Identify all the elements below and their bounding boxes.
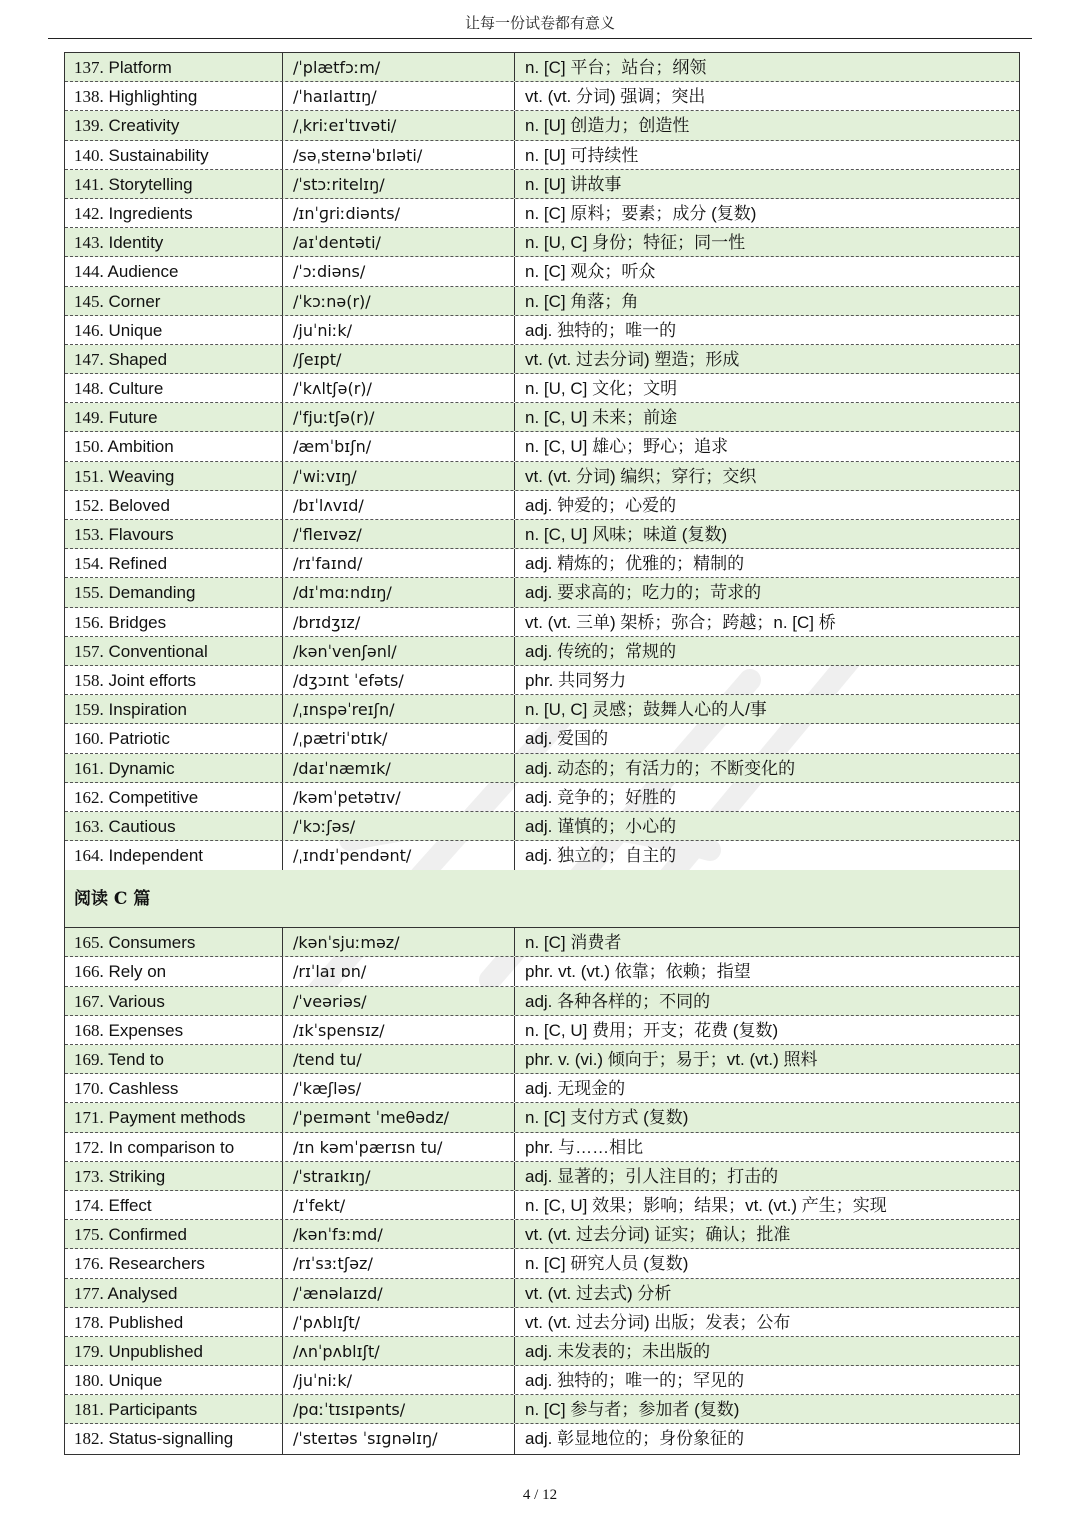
word-text: Sustainability: [108, 145, 209, 165]
definition-cell: vt. (vt. 过去式) 分析: [525, 1283, 672, 1303]
phonetic-cell: /ʃeɪpt/: [283, 345, 515, 373]
word-cell: [65, 928, 283, 956]
item-number: 147.: [74, 349, 104, 369]
table-row: [65, 1045, 1019, 1074]
phonetic-cell: /ˈkɔːʃəs/: [283, 812, 515, 840]
table-row: [65, 1366, 1019, 1395]
page-header: 让每一份试卷都有意义: [48, 0, 1032, 39]
word-text: Striking: [108, 1166, 166, 1186]
word-text: Researchers: [108, 1254, 205, 1274]
table-row: [65, 1162, 1019, 1191]
word-cell: [65, 1424, 283, 1453]
item-number: 137.: [74, 58, 104, 77]
definition-cell: adj. 谨慎的；小心的: [525, 816, 677, 836]
item-number: 144.: [74, 262, 104, 282]
item-number: 155.: [74, 583, 104, 603]
table-row: [65, 462, 1019, 491]
phonetic-cell: /ʌnˈpʌblɪʃt/: [283, 1337, 515, 1365]
word-text: Tend to: [108, 1050, 164, 1069]
phonetic-cell: /ɪˈfekt/: [283, 1191, 515, 1219]
definition-cell: adj. 独特的；唯一的: [525, 320, 677, 340]
phonetic-cell: /rɪˈlaɪ ɒn/: [283, 957, 515, 985]
word-text: Demanding: [108, 583, 196, 603]
phonetic-cell: /ˈstɔːritelɪŋ/: [283, 170, 515, 198]
word-cell: [65, 724, 283, 752]
word-cell: [65, 1395, 283, 1423]
item-number: 140.: [74, 145, 104, 165]
item-number: 181.: [74, 1400, 104, 1420]
phonetic-cell: /rɪˈfaɪnd/: [283, 549, 515, 577]
definition-cell: n. [U, C] 灵感；鼓舞人心的人/事: [525, 700, 767, 720]
word-text: Various: [108, 991, 165, 1011]
word-cell: [65, 1016, 283, 1044]
word-cell: [65, 403, 283, 431]
word-cell: [65, 783, 283, 811]
phonetic-cell: /kənˈsjuːməz/: [283, 928, 515, 956]
item-number: 180.: [74, 1371, 104, 1391]
phonetic-cell: /kənˈfɜːmd/: [283, 1220, 515, 1248]
phonetic-cell: /ˈpʌblɪʃt/: [283, 1308, 515, 1336]
item-number: 158.: [74, 670, 104, 690]
word-cell: [65, 170, 283, 198]
vocab-group-b: [65, 53, 1019, 870]
definition-cell: n. [C] 研究人员 (复数): [525, 1254, 689, 1274]
table-row: [65, 1308, 1019, 1337]
definition-cell: n. [C, U] 雄心；野心；追求: [525, 437, 729, 457]
table-row: [65, 637, 1019, 666]
word-cell: [65, 1191, 283, 1219]
table-row: [65, 82, 1019, 111]
phonetic-cell: /kəmˈpetətɪv/: [283, 783, 515, 811]
definition-cell: adj. 竞争的；好胜的: [525, 787, 677, 807]
item-number: 163.: [74, 816, 104, 836]
definition-cell: n. [U, C] 身份；特征；同一性: [525, 233, 746, 253]
phonetic-cell: /ˌɪnspəˈreɪʃn/: [283, 695, 515, 723]
word-cell: [65, 812, 283, 840]
word-text: Culture: [108, 379, 164, 399]
item-number: 160.: [74, 729, 104, 749]
phonetic-cell: /ˈpeɪmənt ˈmeθədz/: [283, 1103, 515, 1131]
vocab-group-c: [65, 928, 1019, 1453]
word-text: Joint efforts: [108, 670, 197, 690]
word-cell: [65, 1366, 283, 1394]
phonetic-cell: /ˈfleɪvəz/: [283, 520, 515, 548]
table-row: [65, 1337, 1019, 1366]
phonetic-cell: /ˈsteɪtəs ˈsɪɡnəlɪŋ/: [283, 1424, 515, 1453]
definition-cell: n. [C] 原料；要素；成分 (复数): [525, 203, 757, 223]
table-row: [65, 257, 1019, 286]
word-text: Payment methods: [108, 1108, 246, 1128]
definition-cell: phr. v. (vi.) 倾向于；易于；vt. (vt.) 照料: [525, 1050, 818, 1069]
definition-cell: adj. 彰显地位的；身份象征的: [525, 1429, 745, 1449]
phonetic-cell: /æmˈbɪʃn/: [283, 432, 515, 460]
phonetic-cell: /ˈɔːdiəns/: [283, 257, 515, 285]
table-row: [65, 783, 1019, 812]
table-row: [65, 1074, 1019, 1103]
word-text: Refined: [108, 554, 168, 574]
word-cell: [65, 1220, 283, 1248]
phonetic-cell: /ˈkæʃləs/: [283, 1074, 515, 1102]
word-cell: [65, 82, 283, 110]
word-cell: [65, 199, 283, 227]
item-number: 168.: [74, 1020, 104, 1040]
page-current: 4: [522, 1487, 531, 1503]
table-row: [65, 1249, 1019, 1278]
word-text: Unpublished: [108, 1341, 203, 1361]
word-cell: [65, 520, 283, 548]
item-number: 146.: [74, 320, 104, 340]
word-cell: [65, 841, 283, 870]
phonetic-cell: /ˌɪndɪˈpendənt/: [283, 841, 515, 870]
phonetic-cell: /brɪdʒɪz/: [283, 608, 515, 636]
phonetic-cell: /ɪn kəmˈpærɪsn tu/: [283, 1133, 515, 1161]
definition-cell: vt. (vt. 三单) 架桥；弥合；跨越；n. [C] 桥: [525, 612, 836, 632]
item-number: 152.: [74, 495, 104, 515]
vocabulary-table: [64, 52, 1020, 1455]
phonetic-cell: /dɪˈmɑːndɪŋ/: [283, 578, 515, 606]
word-cell: [65, 1249, 283, 1277]
definition-cell: n. [U] 讲故事: [525, 174, 622, 194]
word-cell: [65, 1337, 283, 1365]
word-cell: [65, 287, 283, 315]
item-number: 178.: [74, 1312, 104, 1332]
word-cell: [65, 987, 283, 1015]
word-text: Inspiration: [108, 700, 187, 720]
table-row: [65, 374, 1019, 403]
item-number: 167.: [74, 991, 104, 1011]
item-number: 164.: [74, 846, 104, 866]
table-row: [65, 287, 1019, 316]
definition-cell: n. [C, U] 费用；开支；花费 (复数): [525, 1020, 779, 1040]
word-cell: [65, 1279, 283, 1307]
item-number: 166.: [74, 962, 104, 982]
page-separator: /: [534, 1487, 539, 1503]
phonetic-cell: /juˈniːk/: [283, 316, 515, 344]
phonetic-cell: /ɪnˈɡriːdiənts/: [283, 199, 515, 227]
word-text: Creativity: [108, 116, 180, 136]
word-cell: [65, 957, 283, 985]
word-cell: [65, 1133, 283, 1161]
word-text: Beloved: [108, 495, 170, 515]
word-text: Conventional: [108, 641, 208, 661]
word-text: Corner: [108, 291, 161, 311]
table-row: [65, 228, 1019, 257]
item-number: 153.: [74, 525, 104, 544]
word-cell: [65, 491, 283, 519]
word-cell: [65, 1074, 283, 1102]
phonetic-cell: /ˈveəriəs/: [283, 987, 515, 1015]
phonetic-cell: /ˈhaɪlaɪtɪŋ/: [283, 82, 515, 110]
table-row: [65, 1016, 1019, 1045]
definition-cell: adj. 独立的；自主的: [525, 846, 677, 866]
item-number: 171.: [74, 1108, 104, 1128]
word-cell: [65, 316, 283, 344]
item-number: 145.: [74, 291, 104, 311]
phonetic-cell: /ˌpætriˈɒtɪk/: [283, 724, 515, 752]
table-row: [65, 1220, 1019, 1249]
word-cell: [65, 549, 283, 577]
table-row: [65, 520, 1019, 549]
item-number: 161.: [74, 758, 104, 778]
item-number: 151.: [74, 466, 104, 486]
definition-cell: adj. 精炼的；优雅的；精制的: [525, 554, 745, 574]
table-row: [65, 987, 1019, 1016]
table-row: [65, 403, 1019, 432]
definition-cell: vt. (vt. 过去分词) 塑造；形成: [525, 349, 740, 369]
word-cell: [65, 257, 283, 285]
word-cell: [65, 432, 283, 460]
word-cell: [65, 462, 283, 490]
table-row: [65, 491, 1019, 520]
table-row: [65, 1395, 1019, 1424]
definition-cell: n. [U] 可持续性: [525, 145, 639, 165]
definition-cell: vt. (vt. 过去分词) 证实；确认；批准: [525, 1225, 791, 1245]
item-number: 172.: [74, 1137, 104, 1157]
word-text: Shaped: [108, 349, 168, 369]
table-row: [65, 549, 1019, 578]
word-cell: [65, 345, 283, 373]
word-text: Dynamic: [108, 758, 175, 778]
phonetic-cell: /dʒɔɪnt ˈefəts/: [283, 666, 515, 694]
table-row: [65, 345, 1019, 374]
table-row: [65, 1424, 1019, 1453]
table-row: [65, 695, 1019, 724]
definition-cell: phr. vt. (vt.) 依靠；依赖；指望: [525, 962, 751, 982]
definition-cell: n. [C] 平台；站台；纲领: [525, 58, 707, 77]
table-row: [65, 170, 1019, 199]
table-row: [65, 666, 1019, 695]
definition-cell: n. [C, U] 未来；前途: [525, 408, 678, 428]
word-text: Ingredients: [108, 203, 193, 223]
phonetic-cell: /səˌsteɪnəˈbɪləti/: [283, 141, 515, 169]
definition-cell: adj. 传统的；常规的: [525, 641, 677, 661]
word-cell: [65, 228, 283, 256]
item-number: 176.: [74, 1254, 104, 1274]
definition-cell: n. [C] 消费者: [525, 933, 622, 953]
table-row: [65, 578, 1019, 607]
item-number: 159.: [74, 700, 104, 720]
word-text: Rely on: [108, 962, 167, 982]
word-text: Expenses: [108, 1020, 184, 1040]
table-row: [65, 1133, 1019, 1162]
phonetic-cell: /ˌkriːeɪˈtɪvəti/: [283, 111, 515, 139]
definition-cell: n. [U] 创造力；创造性: [525, 116, 690, 136]
word-cell: [65, 141, 283, 169]
word-text: Future: [108, 408, 158, 428]
table-row: [65, 1279, 1019, 1308]
word-text: Weaving: [108, 466, 175, 486]
definition-cell: n. [C] 参与者；参加者 (复数): [525, 1400, 740, 1420]
word-cell: [65, 374, 283, 402]
word-text: Participants: [108, 1400, 198, 1420]
word-text: Independent: [108, 846, 204, 866]
phonetic-cell: /kənˈvenʃənl/: [283, 637, 515, 665]
word-cell: [65, 578, 283, 606]
word-text: Effect: [108, 1195, 152, 1215]
item-number: 170.: [74, 1079, 104, 1099]
item-number: 154.: [74, 554, 104, 574]
item-number: 141.: [74, 174, 104, 194]
phonetic-cell: /daɪˈnæmɪk/: [283, 754, 515, 782]
item-number: 174.: [74, 1195, 104, 1215]
definition-cell: adj. 无现金的: [525, 1079, 626, 1099]
table-row: [65, 53, 1019, 82]
table-row: [65, 1103, 1019, 1132]
table-row: [65, 754, 1019, 783]
definition-cell: adj. 独特的；唯一的；罕见的: [525, 1371, 745, 1391]
definition-cell: adj. 动态的；有活力的；不断变化的: [525, 758, 796, 778]
definition-cell: vt. (vt. 分词) 编织；穿行；交织: [525, 466, 757, 486]
word-cell: [65, 53, 283, 81]
word-cell: [65, 608, 283, 636]
phonetic-cell: /ɪkˈspensɪz/: [283, 1016, 515, 1044]
word-cell: [65, 695, 283, 723]
definition-cell: adj. 各种各样的；不同的: [525, 991, 711, 1011]
item-number: 162.: [74, 787, 104, 807]
word-text: Analysed: [107, 1283, 178, 1303]
table-row: [65, 1191, 1019, 1220]
phonetic-cell: /ˈstraɪkɪŋ/: [283, 1162, 515, 1190]
definition-cell: adj. 显著的；引人注目的；打击的: [525, 1166, 779, 1186]
word-text: Cashless: [108, 1079, 179, 1099]
table-row: [65, 199, 1019, 228]
word-cell: [65, 1103, 283, 1131]
definition-cell: vt. (vt. 分词) 强调；突出: [525, 87, 706, 107]
phonetic-cell: /aɪˈdentəti/: [283, 228, 515, 256]
word-text: Flavours: [108, 525, 174, 544]
word-text: Ambition: [107, 437, 174, 457]
phonetic-cell: /ˈfjuːtʃə(r)/: [283, 403, 515, 431]
word-text: Identity: [108, 233, 164, 253]
table-row: [65, 724, 1019, 753]
word-cell: [65, 666, 283, 694]
table-row: [65, 957, 1019, 986]
word-cell: [65, 111, 283, 139]
word-text: Published: [108, 1312, 184, 1332]
definition-cell: n. [U, C] 文化；文明: [525, 379, 678, 399]
word-text: Status-signalling: [108, 1429, 234, 1449]
page-total: 12: [542, 1487, 558, 1503]
table-row: [65, 812, 1019, 841]
word-text: Confirmed: [108, 1225, 187, 1245]
item-number: 149.: [74, 408, 104, 428]
item-number: 148.: [74, 379, 104, 399]
word-text: Competitive: [108, 787, 199, 807]
word-text: Audience: [107, 262, 179, 282]
word-text: Highlighting: [108, 87, 198, 107]
table-row: [65, 841, 1019, 870]
phonetic-cell: /ˈkʌltʃə(r)/: [283, 374, 515, 402]
word-text: Consumers: [108, 933, 196, 953]
word-text: Unique: [108, 320, 163, 340]
definition-cell: n. [C, U] 效果；影响；结果；vt. (vt.) 产生；实现: [525, 1195, 887, 1215]
phonetic-cell: /ˈkɔːnə(r)/: [283, 287, 515, 315]
word-text: Cautious: [108, 816, 176, 836]
item-number: 175.: [74, 1225, 104, 1245]
section-c-heading: 阅读 C 篇: [65, 870, 1019, 928]
item-number: 173.: [74, 1166, 104, 1186]
item-number: 169.: [74, 1050, 104, 1069]
word-cell: [65, 1162, 283, 1190]
definition-cell: n. [C, U] 风味；味道 (复数): [525, 525, 728, 544]
definition-cell: vt. (vt. 过去分词) 出版；发表；公布: [525, 1312, 791, 1332]
word-cell: [65, 754, 283, 782]
word-text: Unique: [108, 1371, 163, 1391]
word-cell: [65, 1045, 283, 1073]
item-number: 143.: [74, 233, 104, 253]
phonetic-cell: /ˈwiːvɪŋ/: [283, 462, 515, 490]
page-number: [0, 1487, 1080, 1504]
item-number: 177.: [74, 1283, 104, 1303]
table-row: [65, 316, 1019, 345]
item-number: 157.: [74, 641, 104, 661]
word-text: Platform: [108, 58, 172, 77]
definition-cell: phr. 与……相比: [525, 1137, 644, 1157]
phonetic-cell: /ˈplætfɔːm/: [283, 53, 515, 81]
phonetic-cell: /juˈniːk/: [283, 1366, 515, 1394]
phonetic-cell: /ˈænəlaɪzd/: [283, 1279, 515, 1307]
word-cell: [65, 1308, 283, 1336]
item-number: 139.: [74, 116, 104, 136]
definition-cell: adj. 钟爱的；心爱的: [525, 495, 677, 515]
phonetic-cell: /tend tu/: [283, 1045, 515, 1073]
word-text: In comparison to: [108, 1137, 235, 1157]
word-text: Storytelling: [108, 174, 193, 194]
item-number: 142.: [74, 203, 104, 223]
phonetic-cell: /bɪˈlʌvɪd/: [283, 491, 515, 519]
table-row: [65, 141, 1019, 170]
item-number: 182.: [74, 1429, 104, 1449]
word-text: Bridges: [108, 612, 167, 632]
item-number: 150.: [74, 437, 104, 457]
item-number: 179.: [74, 1341, 104, 1361]
definition-cell: n. [C] 支付方式 (复数): [525, 1108, 689, 1128]
phonetic-cell: /rɪˈsɜːtʃəz/: [283, 1249, 515, 1277]
definition-cell: adj. 未发表的；未出版的: [525, 1341, 711, 1361]
item-number: 138.: [74, 87, 104, 107]
phonetic-cell: /pɑːˈtɪsɪpənts/: [283, 1395, 515, 1423]
word-text: Patriotic: [108, 729, 170, 749]
definition-cell: adj. 爱国的: [525, 729, 609, 749]
table-row: [65, 111, 1019, 140]
item-number: 165.: [74, 933, 104, 953]
definition-cell: phr. 共同努力: [525, 670, 627, 690]
table-row: [65, 928, 1019, 957]
word-cell: [65, 637, 283, 665]
definition-cell: n. [C] 观众；听众: [525, 262, 656, 282]
definition-cell: adj. 要求高的；吃力的；苛求的: [525, 583, 762, 603]
table-row: [65, 608, 1019, 637]
table-row: [65, 432, 1019, 461]
definition-cell: n. [C] 角落；角: [525, 291, 639, 311]
item-number: 156.: [74, 612, 104, 632]
